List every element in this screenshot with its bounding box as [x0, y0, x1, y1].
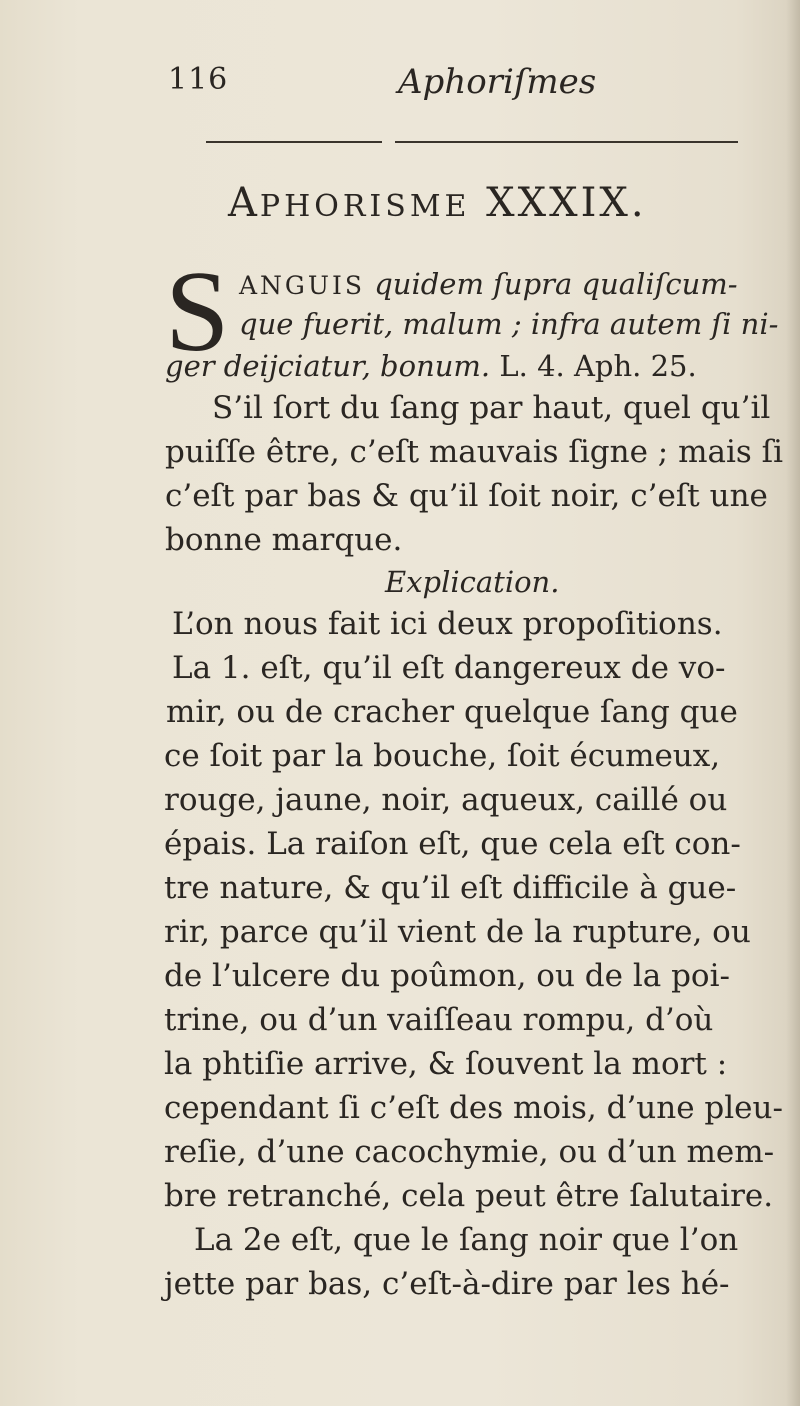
explication-line-14: bre retranché, cela peut être ſalutaire. [164, 1178, 774, 1214]
title-numeral: XXXIX. [470, 180, 647, 226]
page-header [0, 62, 800, 112]
explication-line-7: tre nature, & qu’il eſt difficile à gue- [164, 870, 737, 906]
explication-line-4: ce ſoit par la bouche, ſoit écumeux, [164, 738, 721, 774]
explication-heading: Explication. [385, 565, 560, 599]
latin-caps-word: ANGUIS [239, 271, 365, 300]
french-line-2: puiſſe être, c’eſt mauvais ſigne ; mais ſi [165, 434, 784, 470]
page-edge-shadow [786, 0, 800, 1406]
french-line-1: S’il ſort du ſang par haut, quel qu’il [212, 390, 771, 426]
header-rule-right [395, 141, 738, 143]
title-initial: A [228, 180, 260, 226]
title-smallcaps: PHORISME [259, 189, 471, 224]
aphorism-title [228, 180, 768, 226]
explication-line-11: la phtiſie arrive, & ſouvent la mort : [164, 1046, 728, 1082]
explication-line-5: rouge, jaune, noir, aqueux, caillé ou [164, 782, 728, 818]
header-rule-left [206, 141, 382, 143]
explication-line-10: trine, ou d’un vaiſſeau rompu, d’où [164, 1002, 714, 1038]
explication-line-3: mir, ou de cracher quelque ſang que [166, 694, 738, 730]
explication-line-13: reſie, d’une cacochymie, ou d’un mem- [164, 1134, 775, 1170]
running-head: Aphoriſmes [398, 62, 597, 102]
drop-cap: S [165, 248, 230, 376]
french-line-3: c’eſt par bas & qu’il ſoit noir, c’eſt une [165, 478, 768, 514]
explication-line-15: La 2e eſt, que le ſang noir que l’on [194, 1222, 739, 1258]
explication-line-6: épais. La raiſon eſt, que cela eſt con- [164, 826, 741, 862]
explication-line-16: jette par bas, c’eſt-à-dire par les hé- [164, 1266, 730, 1302]
aphorism-reference: L. 4. Aph. 25. [490, 349, 697, 383]
explication-line-2: La 1. eſt, qu’il eſt dangereux de vo- [172, 650, 726, 686]
french-line-4: bonne marque. [165, 522, 403, 558]
explication-line-12: cependant ſi c’eſt des mois, d’une pleu- [164, 1090, 783, 1126]
explication-line-1: L’on nous fait ici deux propoſitions. [172, 606, 723, 642]
latin-line-1-text: quidem ſupra qualiſcum- [364, 267, 738, 301]
explication-line-8: rir, parce qu’il vient de la rupture, ou [164, 914, 751, 950]
latin-line-3 [165, 344, 697, 388]
explication-line-9: de l’ulcere du poûmon, ou de la poi- [164, 958, 730, 994]
latin-line-2: que fuerit, malum ; infra autem ſi ni- [239, 307, 779, 341]
page-number: 116 [168, 62, 229, 97]
latin-line-3-text: ger deijciatur, bonum. [165, 349, 491, 383]
